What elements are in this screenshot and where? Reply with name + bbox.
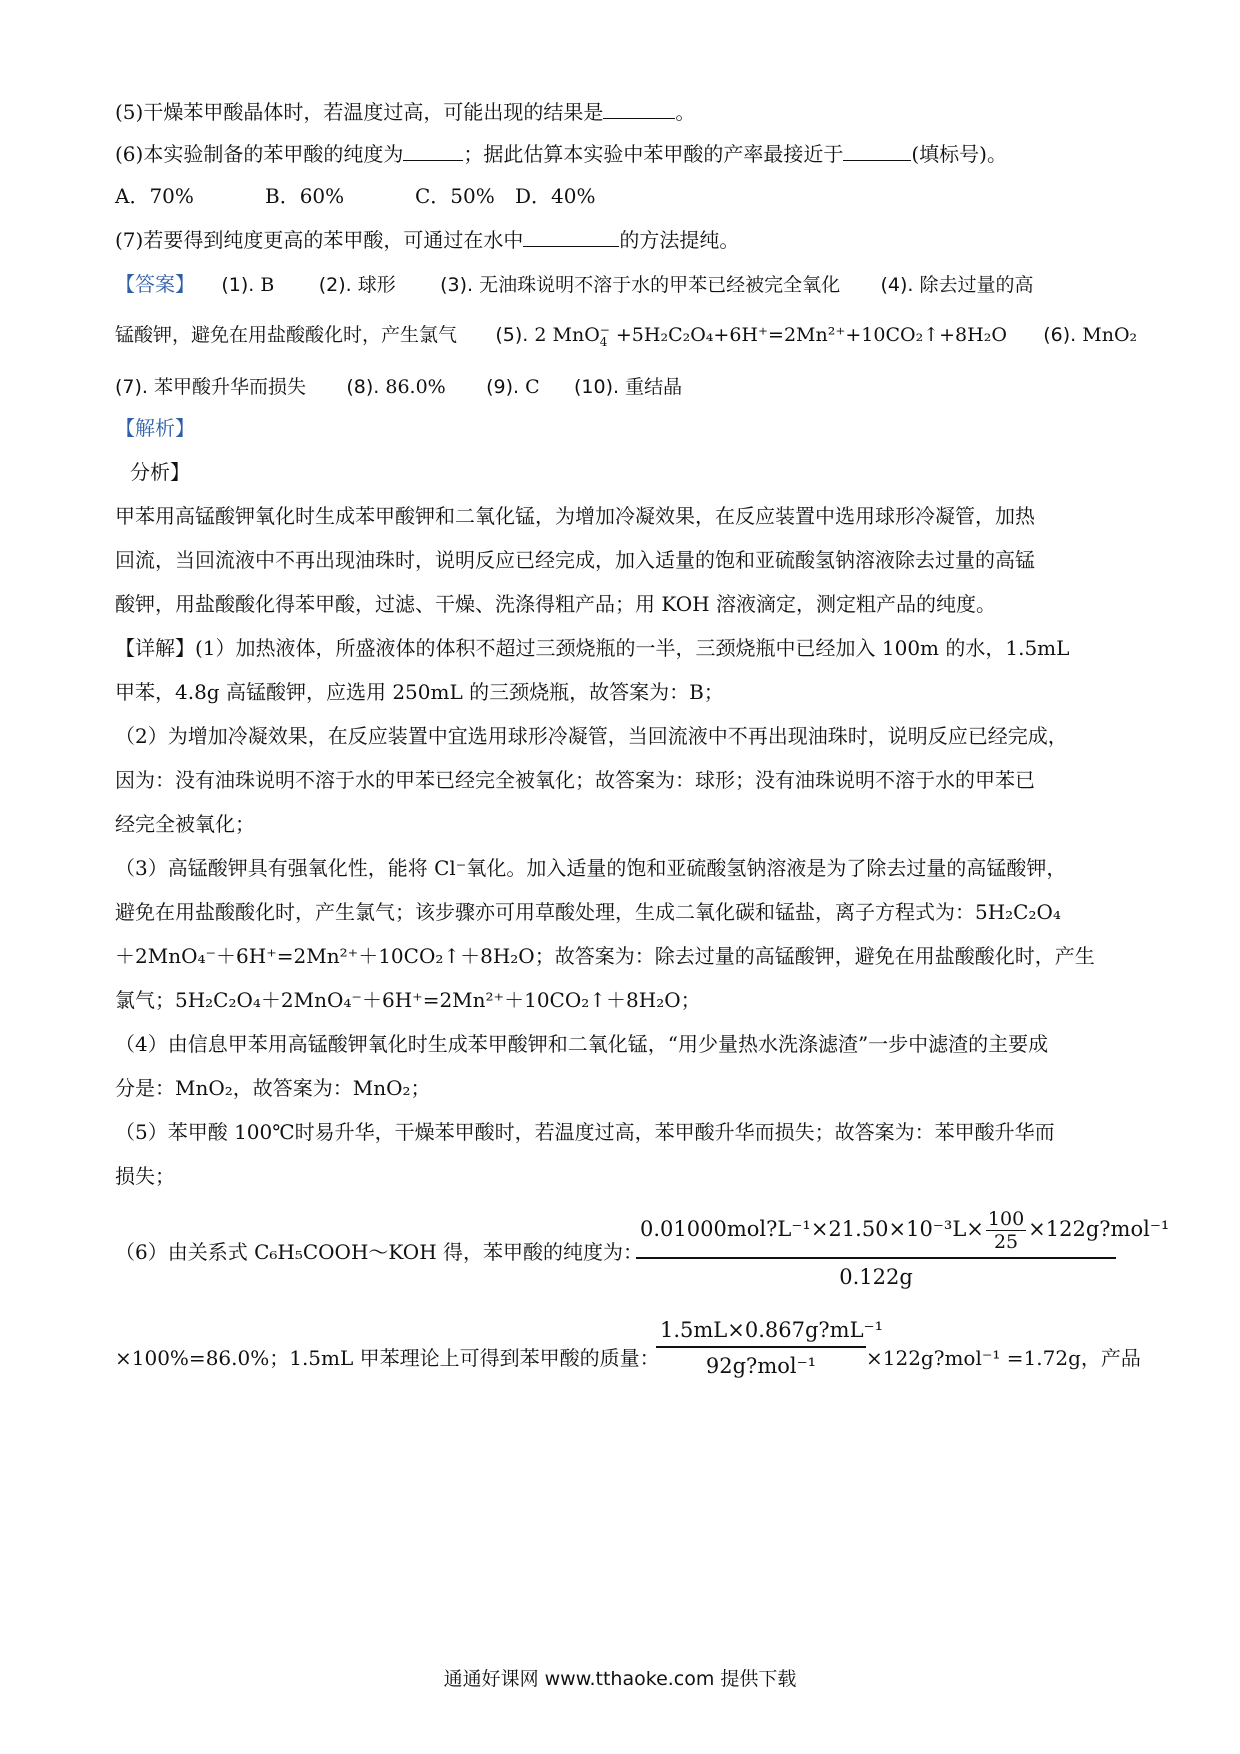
answer-line-3: (7). 苯甲酸升华而损失 (8). 86.0% (9). C (10). 重结晶 bbox=[115, 376, 683, 398]
answer-tag: 【答案】 bbox=[115, 272, 195, 296]
detail-line: ＋2MnO₄⁻＋6H⁺=2Mn²⁺＋10CO₂↑＋8H₂O；故答案为：除去过量的高锰酸钾，避免在用盐酸酸化时，产生 bbox=[115, 944, 1095, 968]
detail-line: 分是：MnO₂，故答案为：MnO₂； bbox=[115, 1076, 431, 1100]
mass-numerator: 1.5mL×0.867g?mL⁻¹ bbox=[656, 1318, 866, 1348]
purity-fraction bbox=[636, 1208, 1170, 1289]
purity-numerator: 0.01000mol?L⁻¹×21.50×10⁻³L× $\frac{100}{25}$ ×122g?mol⁻¹ bbox=[636, 1208, 1116, 1259]
detail-line: （4）由信息甲苯用高锰酸钾氧化时生成苯甲酸钾和二氧化锰，“用少量热水洗涤滤渣”一步中滤渣的主要成 bbox=[115, 1032, 1049, 1056]
answer-blank bbox=[523, 228, 619, 247]
detail-line: （5）苯甲酸 100℃时易升华，干燥苯甲酸时，若温度过高，苯甲酸升华而损失；故答案为：苯甲酸升华而 bbox=[115, 1120, 1055, 1144]
answer-blank bbox=[843, 142, 911, 161]
question-6: (6)本实验制备的苯甲酸的纯度为 ；据此估算本实验中苯甲酸的产率最接近于 (填标号)。 bbox=[115, 142, 1007, 166]
page-footer: 通通好课网 www.tthaoke.com 提供下载 bbox=[443, 1668, 797, 1690]
detail-line: （3）高锰酸钾具有强氧化性，能将 Cl⁻氧化。加入适量的饱和亚硫酸氢钠溶液是为了除去过量的高锰酸钾， bbox=[115, 856, 1067, 880]
answer-blank bbox=[403, 142, 463, 161]
mass-fraction bbox=[656, 1318, 884, 1378]
detail-line: 经完全被氧化； bbox=[115, 812, 255, 836]
detail-line: （2）为增加冷凝效果，在反应装置中宜选用球形冷凝管，当回流液中不再出现油珠时，说明反应已经完成， bbox=[115, 724, 1068, 748]
answer-line-1: 【答案】 (1). B (2). 球形 (3). 无油珠说明不溶于水的甲苯已经被完全氧化 (4). 除去过量的高 bbox=[115, 272, 1034, 296]
detail-line: 损失； bbox=[115, 1164, 175, 1188]
analysis-subtitle: 分析】 bbox=[130, 460, 190, 484]
question-7: (7)若要得到纯度更高的苯甲酸，可通过在水中 的方法提纯。 bbox=[115, 228, 740, 252]
purity-denominator: 0.122g bbox=[839, 1265, 913, 1289]
option-a: A．70% bbox=[115, 184, 194, 208]
detail-line: 甲苯，4.8g 高锰酸钾，应选用 250mL 的三颈烧瓶，故答案为：B； bbox=[115, 680, 724, 704]
analysis-paragraph-line: 回流，当回流液中不再出现油珠时，说明反应已经完成，加入适量的饱和亚硫酸氢钠溶液除去过量的高锰 bbox=[115, 548, 1035, 572]
option-c: C．50% bbox=[415, 184, 495, 208]
analysis-paragraph-line: 甲苯用高锰酸钾氧化时生成苯甲酸钾和二氧化锰，为增加冷凝效果，在反应装置中选用球形冷凝管，加热 bbox=[115, 504, 1035, 528]
question-5: (5)干燥苯甲酸晶体时，若温度过高，可能出现的结果是 。 bbox=[115, 100, 696, 124]
mass-tail: ×122g?mol⁻¹ =1.72g，产品 bbox=[866, 1346, 1141, 1370]
detail-tag: 【详解】 bbox=[115, 636, 195, 660]
answer-line-2: 锰酸钾，避免在用盐酸酸化时，产生氯气 (5). 2 MnO − 4 +5H₂C₂O₄+6H⁺=2Mn²⁺+10CO₂↑+8H₂O (6). MnO₂ bbox=[115, 322, 1138, 349]
analysis-tag: 【解析】 bbox=[115, 416, 195, 440]
option-b: B．60% bbox=[265, 184, 345, 208]
analysis-tag-line bbox=[115, 414, 1125, 442]
mass-lead: ×100%=86.0%；1.5mL 甲苯理论上可得到苯甲酸的质量： bbox=[115, 1346, 660, 1370]
options-row bbox=[115, 182, 1125, 210]
option-d: D．40% bbox=[515, 184, 596, 208]
detail-line: 氯气；5H₂C₂O₄＋2MnO₄⁻＋6H⁺=2Mn²⁺＋10CO₂↑＋8H₂O； bbox=[115, 988, 701, 1012]
mass-denominator: 92g?mol⁻¹ bbox=[705, 1354, 817, 1378]
detail-line: 因为：没有油珠说明不溶于水的甲苯已经完全被氧化；故答案为：球形；没有油珠说明不溶于水的甲苯已 bbox=[115, 768, 1035, 792]
detail-line: 【详解】(1）加热液体，所盛液体的体积不超过三颈烧瓶的一半，三颈烧瓶中已经加入 100m 的水，1.5mL bbox=[115, 636, 1070, 660]
answer-blank bbox=[603, 100, 675, 119]
purity-lead: （6）由关系式 C₆H₅COOH～KOH 得，苯甲酸的纯度为： bbox=[115, 1240, 643, 1264]
detail-line: 避免在用盐酸酸化时，产生氯气；该步骤亦可用草酸处理，生成二氧化碳和锰盐，离子方程式为：5H₂C₂O₄ bbox=[115, 900, 1061, 924]
analysis-paragraph-line: 酸钾，用盐酸酸化得苯甲酸，过滤、干燥、洗涤得粗产品；用 KOH 溶液滴定，测定粗产品的纯度。 bbox=[115, 592, 996, 616]
